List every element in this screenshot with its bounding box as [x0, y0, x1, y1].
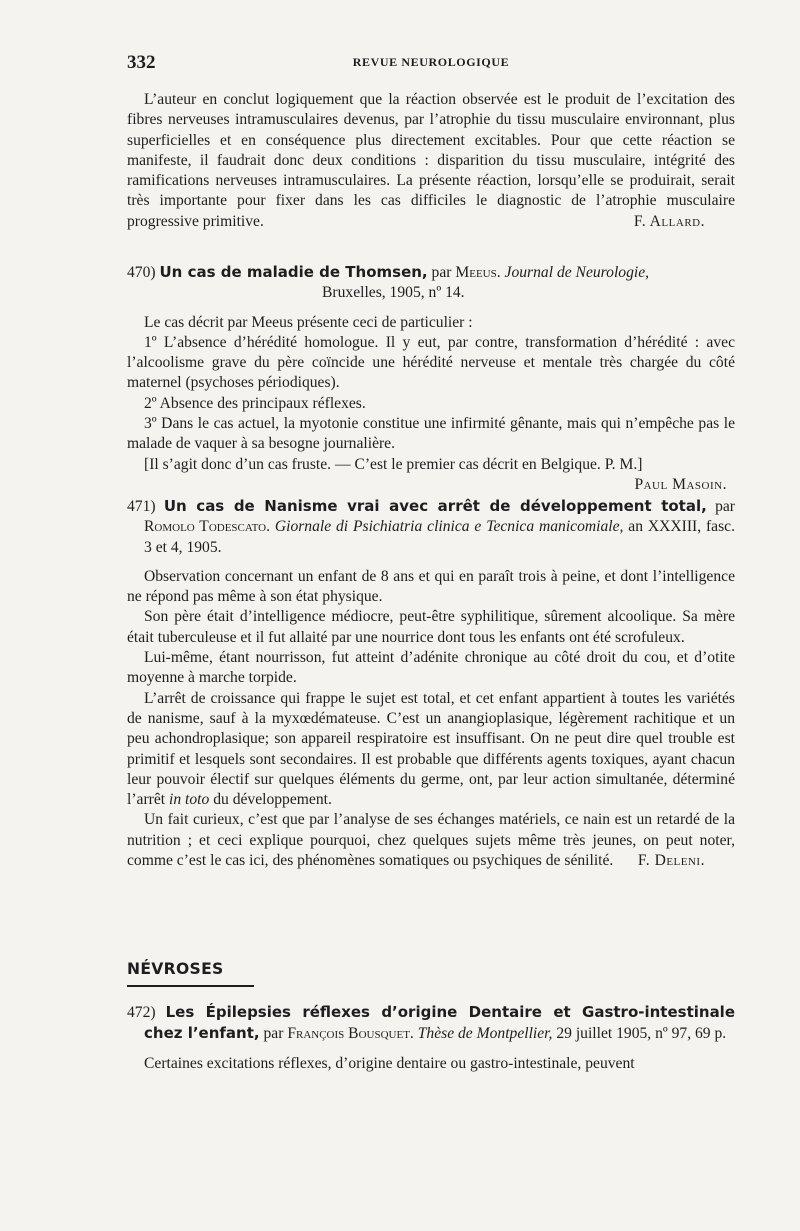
entry-472-reference: 29 juillet 1905, nº 97, 69 p. [556, 1025, 727, 1043]
page-number: 332 [127, 52, 156, 73]
entry-471-signature: F. Deleni. [637, 852, 705, 870]
entry-471 [127, 496, 735, 871]
entry-470-number: 470) [127, 264, 156, 281]
entry-472-paragraph-1: Certaines excitations réflexes, d’origine dentaire ou gastro-intestinale, peuvent [144, 1054, 635, 1072]
intro-paragraph: L’auteur en conclut logiquement que la réaction observée est le produit de l’excitation des fibres nerveuses intramusculaires devenus, par l’atrophie du tissu musculaire environnant, plus superficielles et en conséquence plus directement excitables. Pour que cette réaction se manifeste, il faudrait donc deux conditions : disparition du tissu musculaire, intégrité des ramifications nerveuses intramusculaires. La présente réaction, lorsqu’elle se produirait, serait très importante pour fixer dans les cas difficiles le diagnostic de l’atrophie musculaire progressive primitive. F. Allard. [127, 90, 735, 232]
entry-470-title: Un cas de maladie de Thomsen, [159, 263, 428, 281]
entry-471-title: Un cas de Nanisme vrai avec arrêt de développement total, [163, 497, 707, 515]
entry-470-heading: 470) Un cas de maladie de Thomsen, par Meeus. Journal de Neurologie, Bruxelles, 1905, nº 14. [127, 262, 735, 304]
section-heading: NÉVROSES [127, 960, 224, 978]
entry-470-paragraph-4: 3º Dans le cas actuel, la myotonie constitue une infirmité gênante, mais qui n’empêche pas le malade de vaquer à sa besogne journalière. [127, 415, 735, 453]
entry-471-paragraph-1: Observation concernant un enfant de 8 ans et qui en paraît trois à peine, et dont l’intelligence ne répond pas même à son état physique. [127, 567, 735, 606]
entry-471-paragraph-3: Lui-même, étant nourrisson, fut atteint d’adénite chronique au côté droit du cou, et d’otite moyenne à marche torpide. [127, 649, 735, 687]
entry-470-reference: Bruxelles, 1905, nº 14. [322, 284, 465, 302]
entry-471-paragraph-5: Un fait curieux, c’est que par l’analyse de ses échanges matériels, ce nain est un retardé de la nutrition ; et ceci explique pourquoi, chez quelques sujets même très jeunes, on peut noter, comme c’est le cas ici, des phénomènes somatiques ou psychiques de sénilité. F. Deleni. [127, 810, 735, 871]
entry-470-signature: Paul Masoin. [634, 475, 727, 493]
entry-472-journal: Thèse de Montpellier, [417, 1025, 553, 1043]
page-header [127, 52, 735, 74]
entry-471-author: Romolo Todescato. [144, 518, 270, 536]
intro-block [127, 90, 735, 232]
entry-471-reference: an XXXIII, fasc. 3 et 4, 1905. [144, 518, 735, 556]
entry-471-heading: 471) Un cas de Nanisme vrai avec arrêt de développement total, par Romolo Todescato. Giornale di Psichiatria clinica e Tecnica manicomiale, an XXXIII, fasc. 3 et 4, 1905. [127, 497, 735, 556]
section-underline [127, 985, 254, 987]
entry-471-paragraph-2: Son père était d’intelligence médiocre, peut-être syphilitique, sûrement alcoolique. Sa mère était tuberculeuse et il fut allaité par une nourrice dont tous les enfants ont été scrofuleux. [127, 608, 735, 646]
entry-470-journal: Journal de Neurologie, [504, 264, 650, 281]
entry-470-paragraph-1: Le cas décrit par Meeus présente ceci de particulier : [144, 313, 473, 331]
entry-472-title: Les Épilepsies réflexes d’origine Dentaire et Gastro-intestinale chez l’enfant, [144, 1003, 735, 1043]
entry-470-paragraph-5: [Il s’agit donc d’un cas fruste. — C’est le premier cas décrit en Belgique. P. M.] [144, 455, 643, 473]
entry-470-paragraph-2: 1º L’absence d’hérédité homologue. Il y eut, par contre, transformation d’hérédité : avec l’alcoolisme grave du père coïncide une hérédité nerveuse et mentale très chargée du côté maternel (psychoses périodiques). [127, 333, 735, 392]
entry-472-author: François Bousquet. [287, 1025, 414, 1043]
running-head: REVUE NEUROLOGIQUE [352, 55, 510, 69]
entry-470-author: Meeus. [455, 264, 501, 281]
entry-471-journal: Giornale di Psichiatria clinica e Tecnica manicomiale, [274, 518, 624, 536]
entry-472-heading: 472) Les Épilepsies réflexes d’origine Dentaire et Gastro-intestinale chez l’enfant, par François Bousquet. Thèse de Montpellier, 29 juillet 1905, nº 97, 69 p. [127, 1003, 735, 1043]
entry-472 [127, 1002, 735, 1074]
entry-472-number: 472) [127, 1004, 156, 1021]
entry-471-number: 471) [127, 498, 156, 515]
entry-470-paragraph-3: 2º Absence des principaux réflexes. [144, 394, 366, 412]
entry-470 [127, 262, 735, 495]
intro-signature: F. Allard. [633, 212, 705, 230]
entry-471-paragraph-4: L’arrêt de croissance qui frappe le sujet est total, et cet enfant appartient à toutes les variétés de nanisme, sauf à la myxœdémateuse. C’est un anangioplasique, légèrement rachitique et un peu achondroplasique; son appareil respiratoire est insuffisant. On ne peut dire quel trouble est primitif et lesquels sont secondaires. Il est probable que différents agents toxiques, ayant chacun leur pouvoir électif sur quelques éléments du germe, ont, par leur action simultanée, déterminé l’arrêt in toto du développement. [127, 689, 735, 809]
